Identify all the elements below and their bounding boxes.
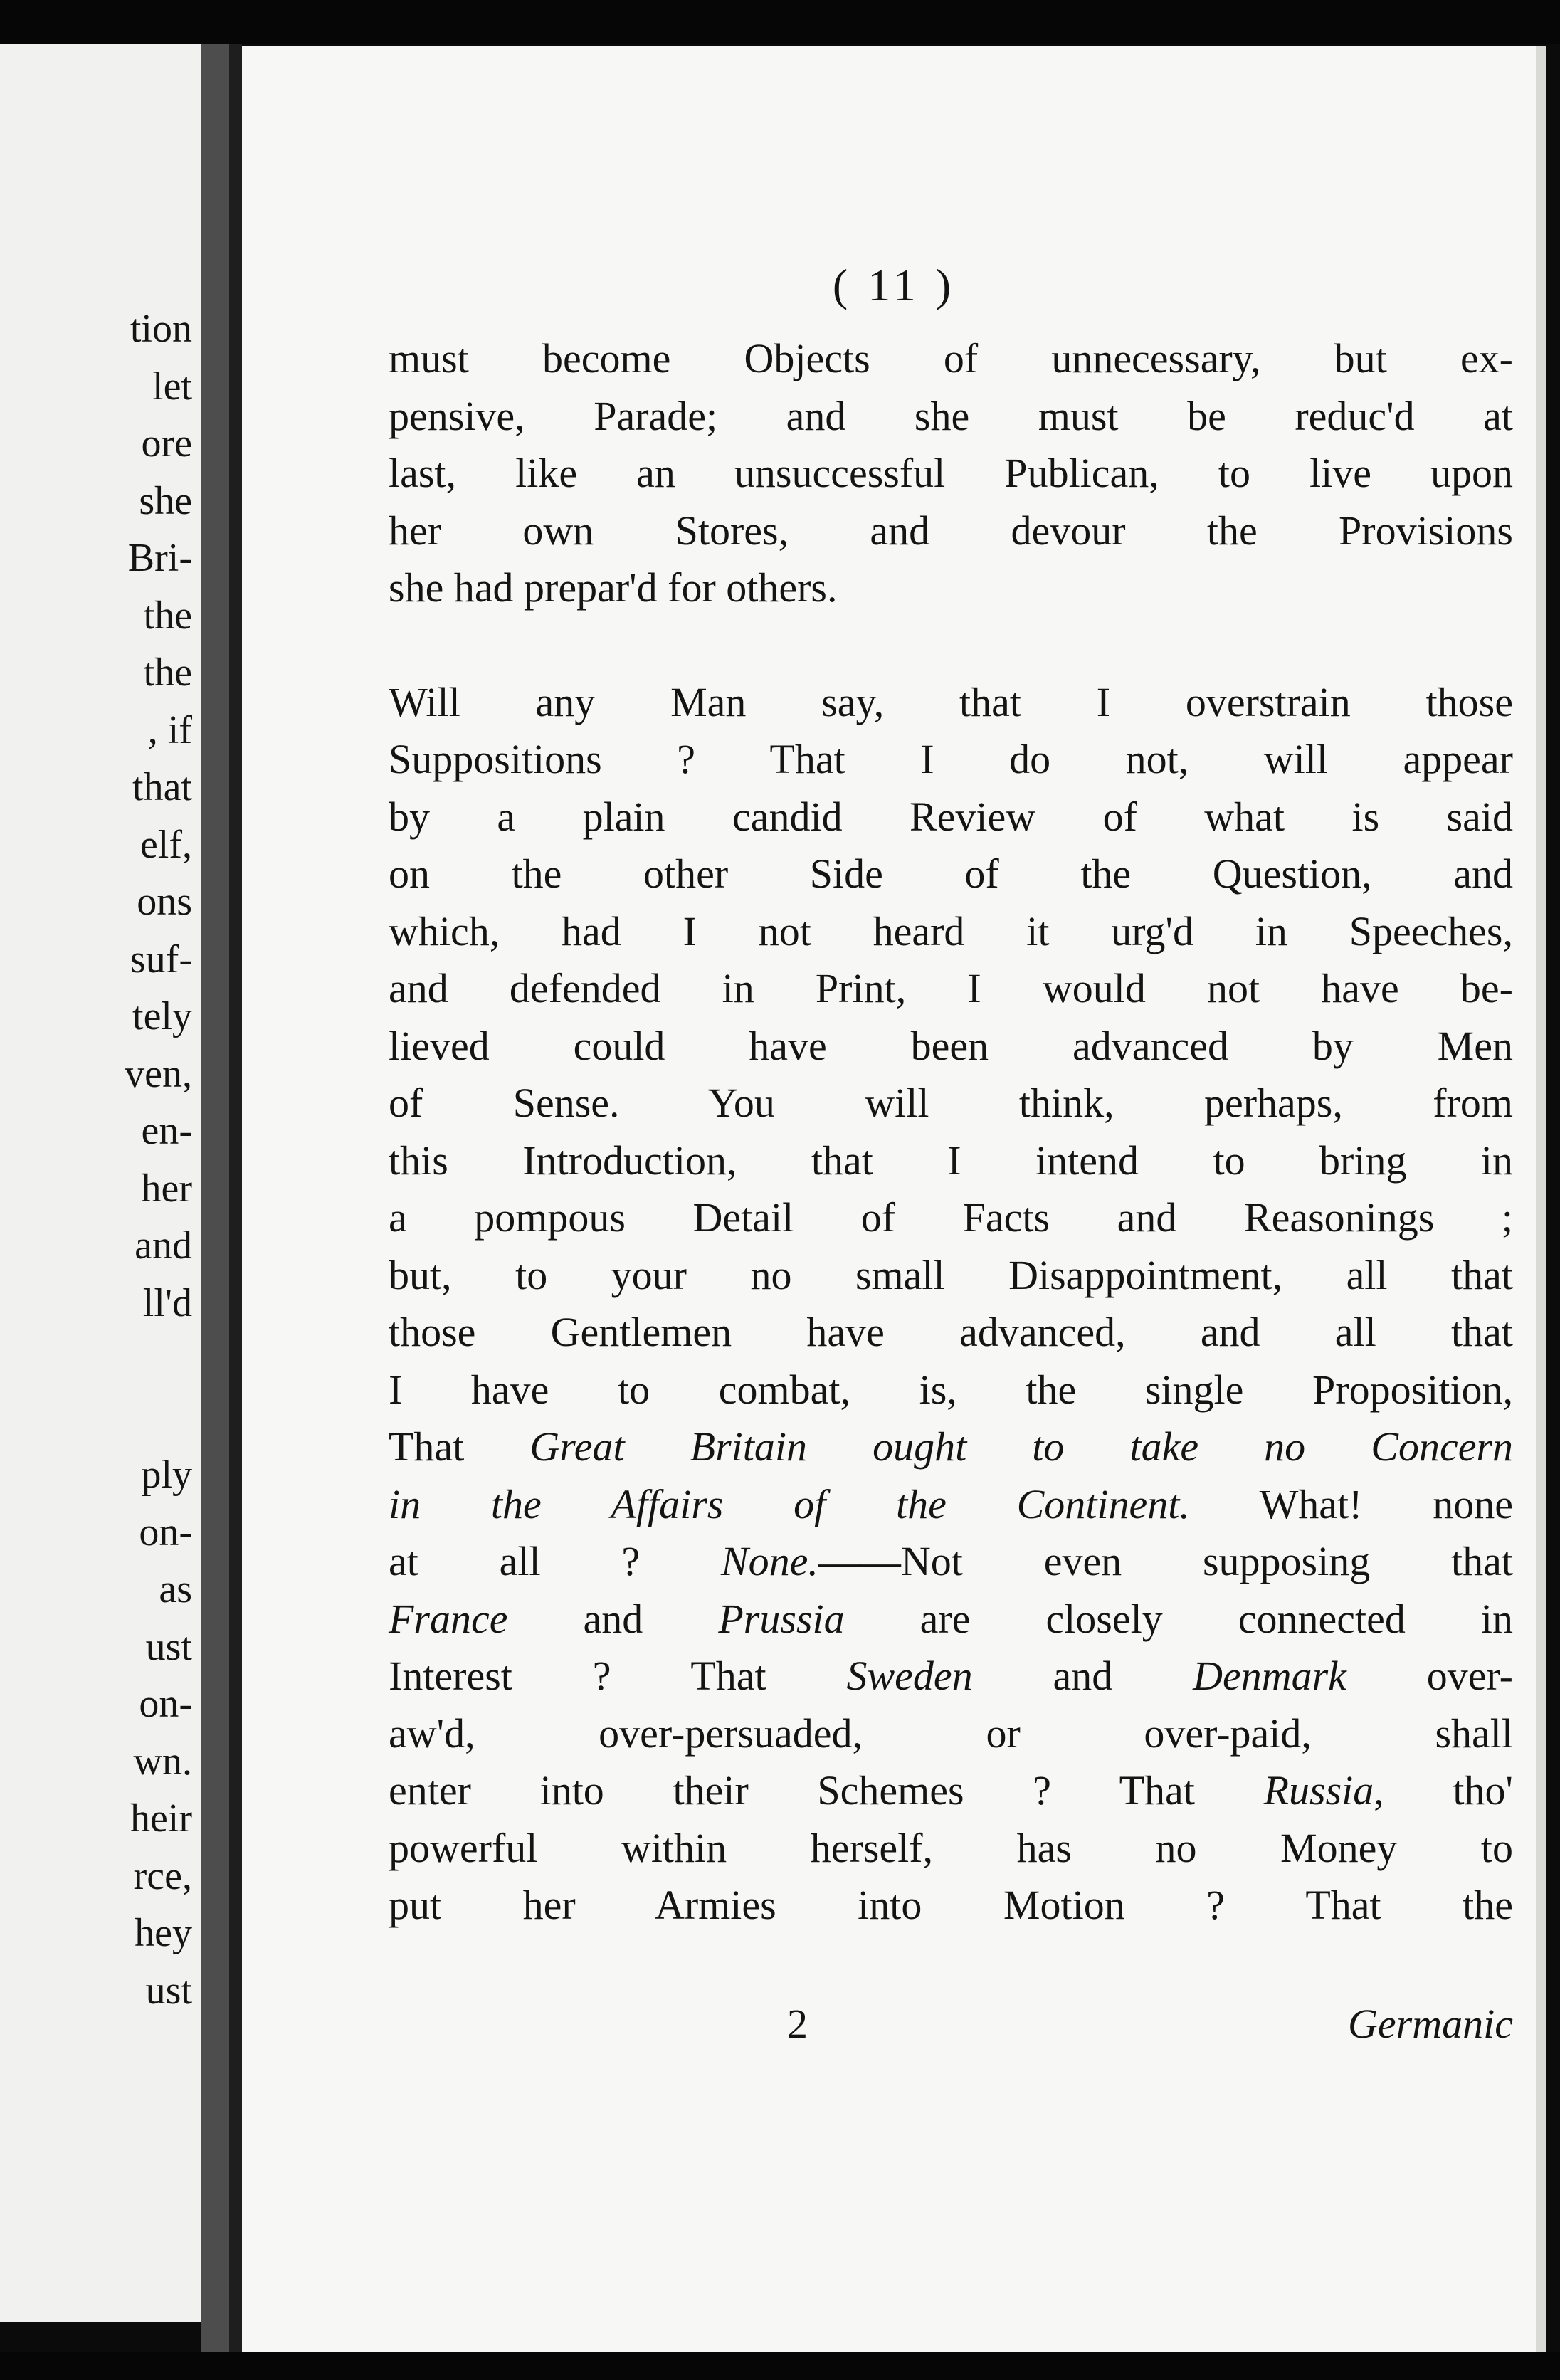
text-line: aw'd, over-persuaded, or over-paid, shall <box>389 1710 1513 1757</box>
left-page-line-fragment: that <box>132 765 192 809</box>
paragraph-2 <box>389 674 1513 1934</box>
text-line: by a plain candid Review of what is said <box>389 793 1513 840</box>
italic-run: Sweden <box>846 1653 973 1699</box>
left-page-line-fragment: elf, <box>139 822 192 867</box>
text-line <box>389 1648 1513 1705</box>
text-line: pensive, Parade; and she must be reduc'd at <box>389 392 1513 439</box>
text-run: are closely connected in <box>844 1595 1513 1642</box>
text-run: enter into their Schemes ? That <box>389 1767 1264 1813</box>
text-line: I have to combat, is, the single Proposition, <box>389 1366 1513 1413</box>
left-page-line-fragment: en- <box>141 1109 192 1153</box>
left-page-line-fragment: the <box>143 593 192 638</box>
text-line <box>389 1591 1513 1648</box>
italic-run: Great Britain ought to take no Concern <box>529 1423 1514 1470</box>
paragraph-1 <box>389 330 1513 617</box>
left-page-line-fragment: rce, <box>133 1853 192 1898</box>
text-run: , tho' <box>1374 1767 1513 1813</box>
text-line: Will any Man say, that I overstrain those <box>389 678 1513 725</box>
left-page-line-fragment: tion <box>130 307 192 351</box>
left-page-line-fragment: ply <box>141 1453 192 1497</box>
text-run: over- <box>1346 1653 1513 1699</box>
text-line: last, like an unsuccessful Publican, to live upon <box>389 450 1513 496</box>
text-run: and <box>972 1653 1193 1699</box>
text-run: What! none <box>1189 1480 1513 1527</box>
page-edge <box>1536 46 1546 2352</box>
text-run: ——Not even supposing that <box>818 1538 1514 1584</box>
left-page-line-fragment: ven, <box>125 1051 192 1096</box>
text-line: but, to your no small Disappointment, all that <box>389 1251 1513 1298</box>
left-page-line-fragment: ore <box>141 421 192 465</box>
left-page-line-fragment: on- <box>139 1510 192 1554</box>
signature-mark: 2 <box>787 2001 808 2047</box>
text-line: those Gentlemen have advanced, and all that <box>389 1309 1513 1355</box>
page-number: ( 11 ) <box>832 260 956 310</box>
left-page-line-fragment: ust <box>145 1968 192 2013</box>
gutter-shadow <box>229 44 242 2371</box>
text-line: lieved could have been advanced by Men <box>389 1022 1513 1069</box>
text-line: she had prepar'd for others. <box>389 564 838 611</box>
text-line: which, had I not heard it urg'd in Speeches, <box>389 907 1513 954</box>
italic-run: Prussia <box>718 1595 845 1642</box>
scan-border-top <box>0 0 1560 44</box>
left-page-line-fragment: wn. <box>133 1739 192 1784</box>
left-page-line-fragment: as <box>159 1567 192 1611</box>
left-page-line-fragment: on- <box>139 1682 192 1726</box>
body-text <box>389 330 1513 1934</box>
catchword: Germanic <box>1348 2001 1513 2047</box>
text-line <box>389 1762 1513 1820</box>
text-line: and defended in Print, I would not have be- <box>389 965 1513 1011</box>
left-page-fragment <box>0 44 201 2322</box>
text-line <box>389 1476 1513 1534</box>
left-page-line-fragment: and <box>135 1223 192 1268</box>
text-line: powerful within herself, has no Money to <box>389 1824 1513 1871</box>
italic-run: Denmark <box>1193 1653 1346 1699</box>
italic-run: in the Affairs of the Continent. <box>389 1480 1190 1527</box>
left-page-line-fragment: ll'd <box>142 1280 192 1325</box>
left-page-line-fragment: hey <box>135 1911 192 1955</box>
left-page-line-fragment: the <box>143 651 192 695</box>
italic-run: None. <box>720 1538 818 1584</box>
page-footer <box>389 1996 1513 2053</box>
text-run: and <box>507 1595 719 1642</box>
text-line: must become Objects of unnecessary, but ex- <box>389 335 1513 381</box>
left-page-line-fragment: suf- <box>130 937 192 981</box>
left-page-line-fragment: ons <box>137 880 192 924</box>
italic-run: France <box>389 1595 508 1642</box>
left-page-line-fragment: ust <box>145 1624 192 1669</box>
text-line: her own Stores, and devour the Provisions <box>389 507 1513 554</box>
scan-border-bottom <box>0 2352 1560 2380</box>
text-line: on the other Side of the Question, and <box>389 851 1513 897</box>
text-line: a pompous Detail of Facts and Reasonings ; <box>389 1194 1513 1241</box>
left-page-line-fragment: let <box>152 364 192 409</box>
italic-run: Russia <box>1263 1767 1374 1813</box>
text-line <box>389 1418 1513 1476</box>
left-page-line-fragment: she <box>139 478 192 523</box>
left-page-line-fragment: , if <box>147 707 192 752</box>
text-line: Suppositions ? That I do not, will appear <box>389 736 1513 782</box>
text-run: Interest ? That <box>389 1653 847 1699</box>
left-page-line-fragment: heir <box>130 1796 192 1841</box>
text-run: at all ? <box>389 1538 721 1584</box>
right-page <box>242 46 1546 2352</box>
text-run: That <box>389 1423 530 1470</box>
left-page-line-fragment: her <box>141 1166 192 1211</box>
text-line <box>389 1533 1513 1591</box>
text-line: this Introduction, that I intend to bring in <box>389 1137 1513 1184</box>
text-line: put her Armies into Motion ? That the <box>389 1882 1513 1928</box>
text-line: of Sense. You will think, perhaps, from <box>389 1080 1513 1126</box>
left-page-line-fragment: Bri- <box>127 536 192 580</box>
left-page-line-fragment: tely <box>132 994 192 1038</box>
